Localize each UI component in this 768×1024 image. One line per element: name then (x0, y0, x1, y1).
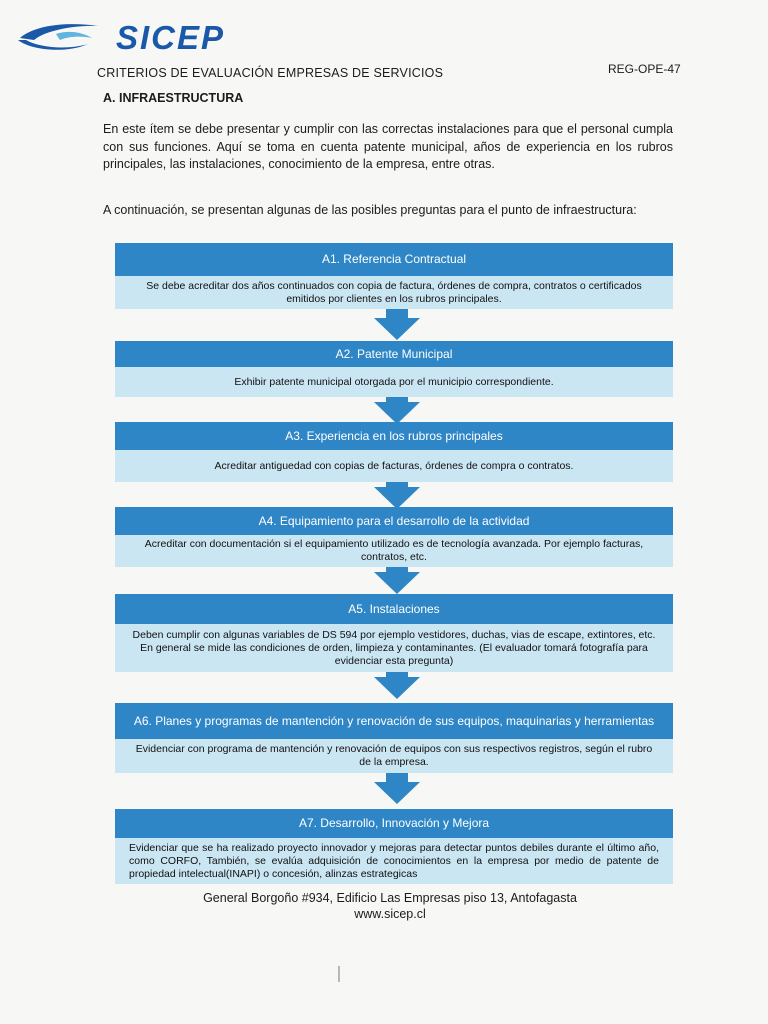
step-title: A6. Planes y programas de mantención y renovación de sus equipos, maquinarias y herramientas (115, 703, 673, 739)
step-title: A5. Instalaciones (115, 594, 673, 624)
document-title: CRITERIOS DE EVALUACIÓN EMPRESAS DE SERVICIOS (97, 66, 444, 80)
flow-step-a2 (115, 341, 673, 397)
step-body: Acreditar antiguedad con copias de facturas, órdenes de compra o contratos. (115, 450, 673, 482)
section-title: A. INFRAESTRUCTURA (103, 91, 244, 105)
step-title: A4. Equipamiento para el desarrollo de la actividad (115, 507, 673, 535)
flow-step-a5 (115, 594, 673, 672)
step-body: Evidenciar con programa de mantención y renovación de equipos con sus respectivos registros, según el rubro de la empresa. (115, 739, 673, 773)
step-body: Evidenciar que se ha realizado proyecto innovador y mejoras para detectar puntos debiles durante el último año, como CORFO, También, se evalúa adquisición de conocimientos en la empresa por medio de patente de propiedad intelectual(INAPI) o concesión, alinzas estrategicas (115, 838, 673, 884)
step-body: Exhibir patente municipal otorgada por el municipio correspondiente. (115, 367, 673, 397)
flow-arrow-icon (374, 782, 420, 804)
flow-step-a7 (115, 809, 673, 884)
flow-step-a1 (115, 243, 673, 309)
step-title: A7. Desarrollo, Innovación y Mejora (115, 809, 673, 838)
step-title: A1. Referencia Contractual (115, 243, 673, 276)
flow-step-a6 (115, 703, 673, 773)
scan-artifact (338, 966, 340, 982)
flow-step-a4 (115, 507, 673, 567)
section-lead: A continuación, se presentan algunas de las posibles preguntas para el punto de infraestructura: (103, 203, 637, 217)
section-intro: En este ítem se debe presentar y cumplir con las correctas instalaciones para que el personal cumpla con sus funciones. Aquí se toma en cuenta patente municipal, años de experiencia en los rubros principales, las instalaciones, conocimiento de la empresa, entre otras. (103, 122, 673, 171)
document-code: REG-OPE-47 (608, 62, 681, 76)
logo-text: SICEP (116, 19, 226, 56)
flow-arrow-icon (374, 402, 420, 424)
footer-website: www.sicep.cl (354, 907, 426, 921)
swoosh-icon (16, 16, 111, 56)
sicep-logo (16, 16, 266, 56)
step-body: Deben cumplir con algunas variables de DS 594 por ejemplo vestidores, duchas, vias de escape, extintores, etc. En general se mide las condiciones de orden, limpieza y contaminantes. (El evaluador tomará fotografía para evidenciar esta pregunta) (115, 624, 673, 672)
footer-address: General Borgoño #934, Edificio Las Empresas piso 13, Antofagasta (203, 891, 577, 905)
flow-arrow-icon (374, 677, 420, 699)
flow-step-a3 (115, 422, 673, 482)
flow-arrow-icon (374, 572, 420, 594)
flow-arrow-icon (374, 318, 420, 340)
step-title: A2. Patente Municipal (115, 341, 673, 367)
flow-arrow-icon (374, 487, 420, 509)
step-title: A3. Experiencia en los rubros principales (115, 422, 673, 450)
step-body: Se debe acreditar dos años continuados con copia de factura, órdenes de compra, contratos o certificados emitidos por clientes en los rubros principales. (115, 276, 673, 309)
step-body: Acreditar con documentación si el equipamiento utilizado es de tecnología avanzada. Por ejemplo facturas, contratos, etc. (115, 535, 673, 567)
